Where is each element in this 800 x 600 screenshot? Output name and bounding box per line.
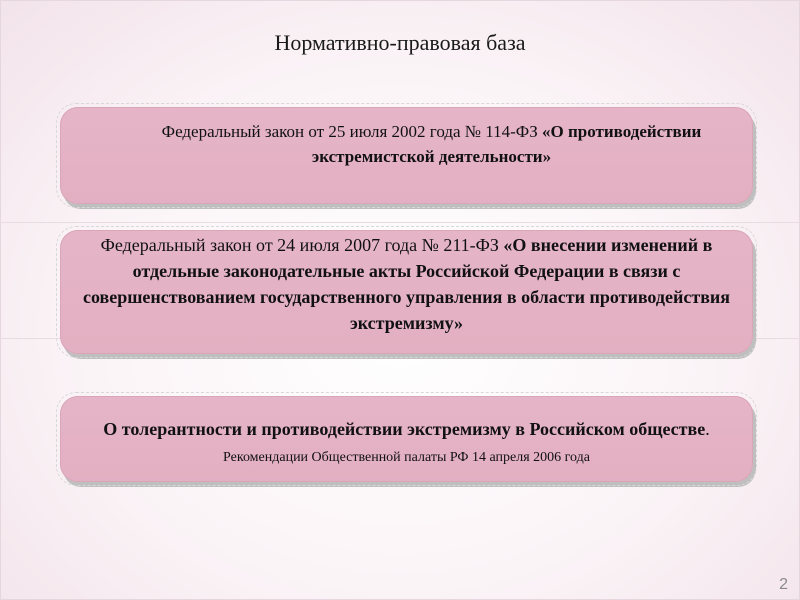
page-number: 2: [779, 576, 788, 593]
page-title: Нормативно-правовая база: [274, 30, 526, 55]
law-card-bold-text: «О противодействии экстремистской деятельности»: [311, 122, 702, 166]
recommendations-card: [60, 396, 753, 482]
recommendations-card-bold-text: О толерантности и противодействии экстремизму в Российском обществе: [103, 419, 706, 439]
law-card-211-fz: [60, 230, 753, 354]
law-card-plain-text: Федеральный закон от 25 июля 2002 года № 114-ФЗ: [161, 122, 542, 141]
recommendations-card-punct: .: [705, 419, 710, 439]
divider: [0, 222, 800, 223]
recommendations-card-text: [76, 416, 737, 471]
law-card-plain-text: Федеральный закон от 24 июля 2007 года № 211-ФЗ: [100, 235, 504, 255]
law-card-bold-text: «О внесении изменений в отдельные законодательные акты Российской Федерации в связи с совершенствованием государственного управления в области противодействия экстремизму»: [82, 235, 731, 333]
recommendations-card-note: Рекомендации Общественной палаты РФ 14 апреля 2006 года: [223, 450, 590, 465]
law-card-text: [150, 119, 713, 169]
law-card-text: [76, 232, 737, 336]
law-card-114-fz: [60, 107, 753, 204]
